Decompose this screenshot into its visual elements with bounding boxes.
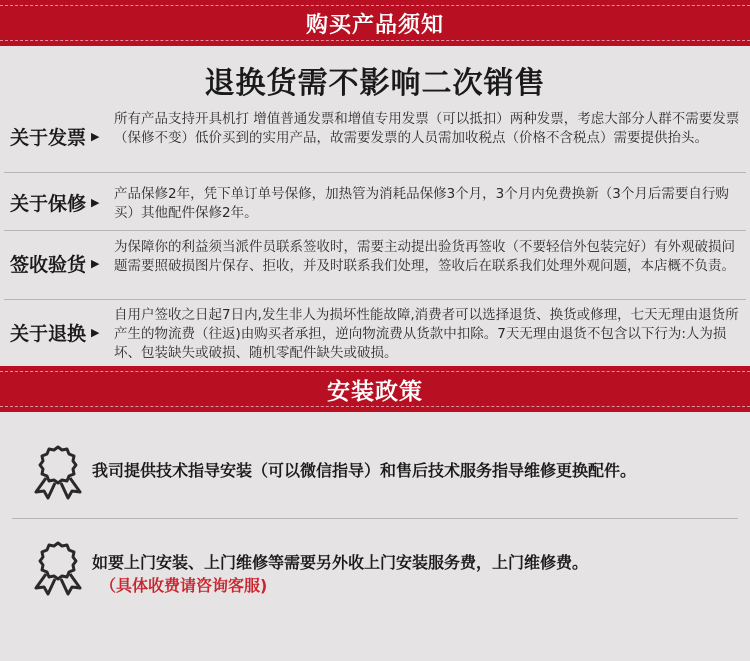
triangle-right-icon: ▶ — [91, 325, 100, 339]
returns-row — [0, 303, 750, 365]
invoice-label — [10, 124, 114, 148]
triangle-right-icon: ▶ — [91, 256, 100, 270]
warranty-text: 产品保修2年，凭下单订单号保修，加热管为消耗品保修3个月，3个月内免费换新（3个月后需要自行购买）其他配件保修2年。 — [114, 186, 729, 221]
row-divider — [4, 172, 746, 173]
invoice-text: 所有产品支持开具机打 增值普通发票和增值专用发票（可以抵扣）两种发票，考虑大部分人群不需要发票（保修不变）低价买到的实用产品，故需要发票的人员需加收税点（价格不含税点）需要提供抬头。 — [114, 111, 740, 146]
inspection-row — [0, 234, 750, 296]
triangle-right-icon: ▶ — [91, 129, 100, 143]
inspection-label-text: 签收验货 — [10, 253, 87, 276]
install-policy-banner — [0, 366, 750, 412]
returns-label — [10, 320, 114, 344]
warranty-label — [10, 190, 114, 214]
warranty-row — [0, 176, 750, 226]
install-guidance-text: 我司提供技术指导安装（可以微信指导）和售后技术服务指导维修更换配件。 — [92, 461, 637, 480]
ribbon-award-icon — [32, 444, 84, 500]
ribbon-award-icon — [32, 540, 84, 596]
install-guidance-item — [0, 440, 750, 510]
warranty-label-text: 关于保修 — [10, 192, 87, 215]
invoice-label-text: 关于发票 — [10, 126, 87, 149]
row-divider — [4, 299, 746, 300]
returns-text: 自用户签收之日起7日内,发生非人为损坏性能故障,消费者可以选择退货、换货或修理，七天无理由退货所产生的物流费（往返)由购买者承担，逆向物流费从货款中扣除。7天无理由退货不包含以下行为:人为损坏、包装缺失或破损、随机零配件缺失或破损。 — [114, 307, 739, 361]
onsite-service-item — [0, 534, 750, 614]
policy-divider — [12, 518, 738, 519]
invoice-row — [0, 106, 750, 168]
row-divider — [4, 230, 746, 231]
purchase-notice-banner — [0, 0, 750, 46]
triangle-right-icon: ▶ — [91, 195, 100, 209]
return-policy-heading: 退换货需不影响二次销售 — [204, 66, 546, 101]
onsite-service-text: 如要上门安装、上门维修等需要另外收上门安装服务费，上门维修费。 — [92, 553, 589, 572]
install-policy-title: 安装政策 — [327, 378, 423, 405]
inspection-label — [10, 251, 114, 275]
fee-consult-note: （具体收费请咨询客服) — [100, 576, 268, 595]
purchase-notice-title: 购买产品须知 — [305, 12, 444, 38]
returns-label-text: 关于退换 — [10, 322, 87, 345]
inspection-text: 为保障你的利益须当派件员联系签收时，需要主动提出验货再签收（不要轻信外包装完好）有外观破损问题需要照破损图片保存、拒收，并及时联系我们处理，签收后在联系我们处理外观问题，本店概不负责。 — [114, 239, 735, 274]
